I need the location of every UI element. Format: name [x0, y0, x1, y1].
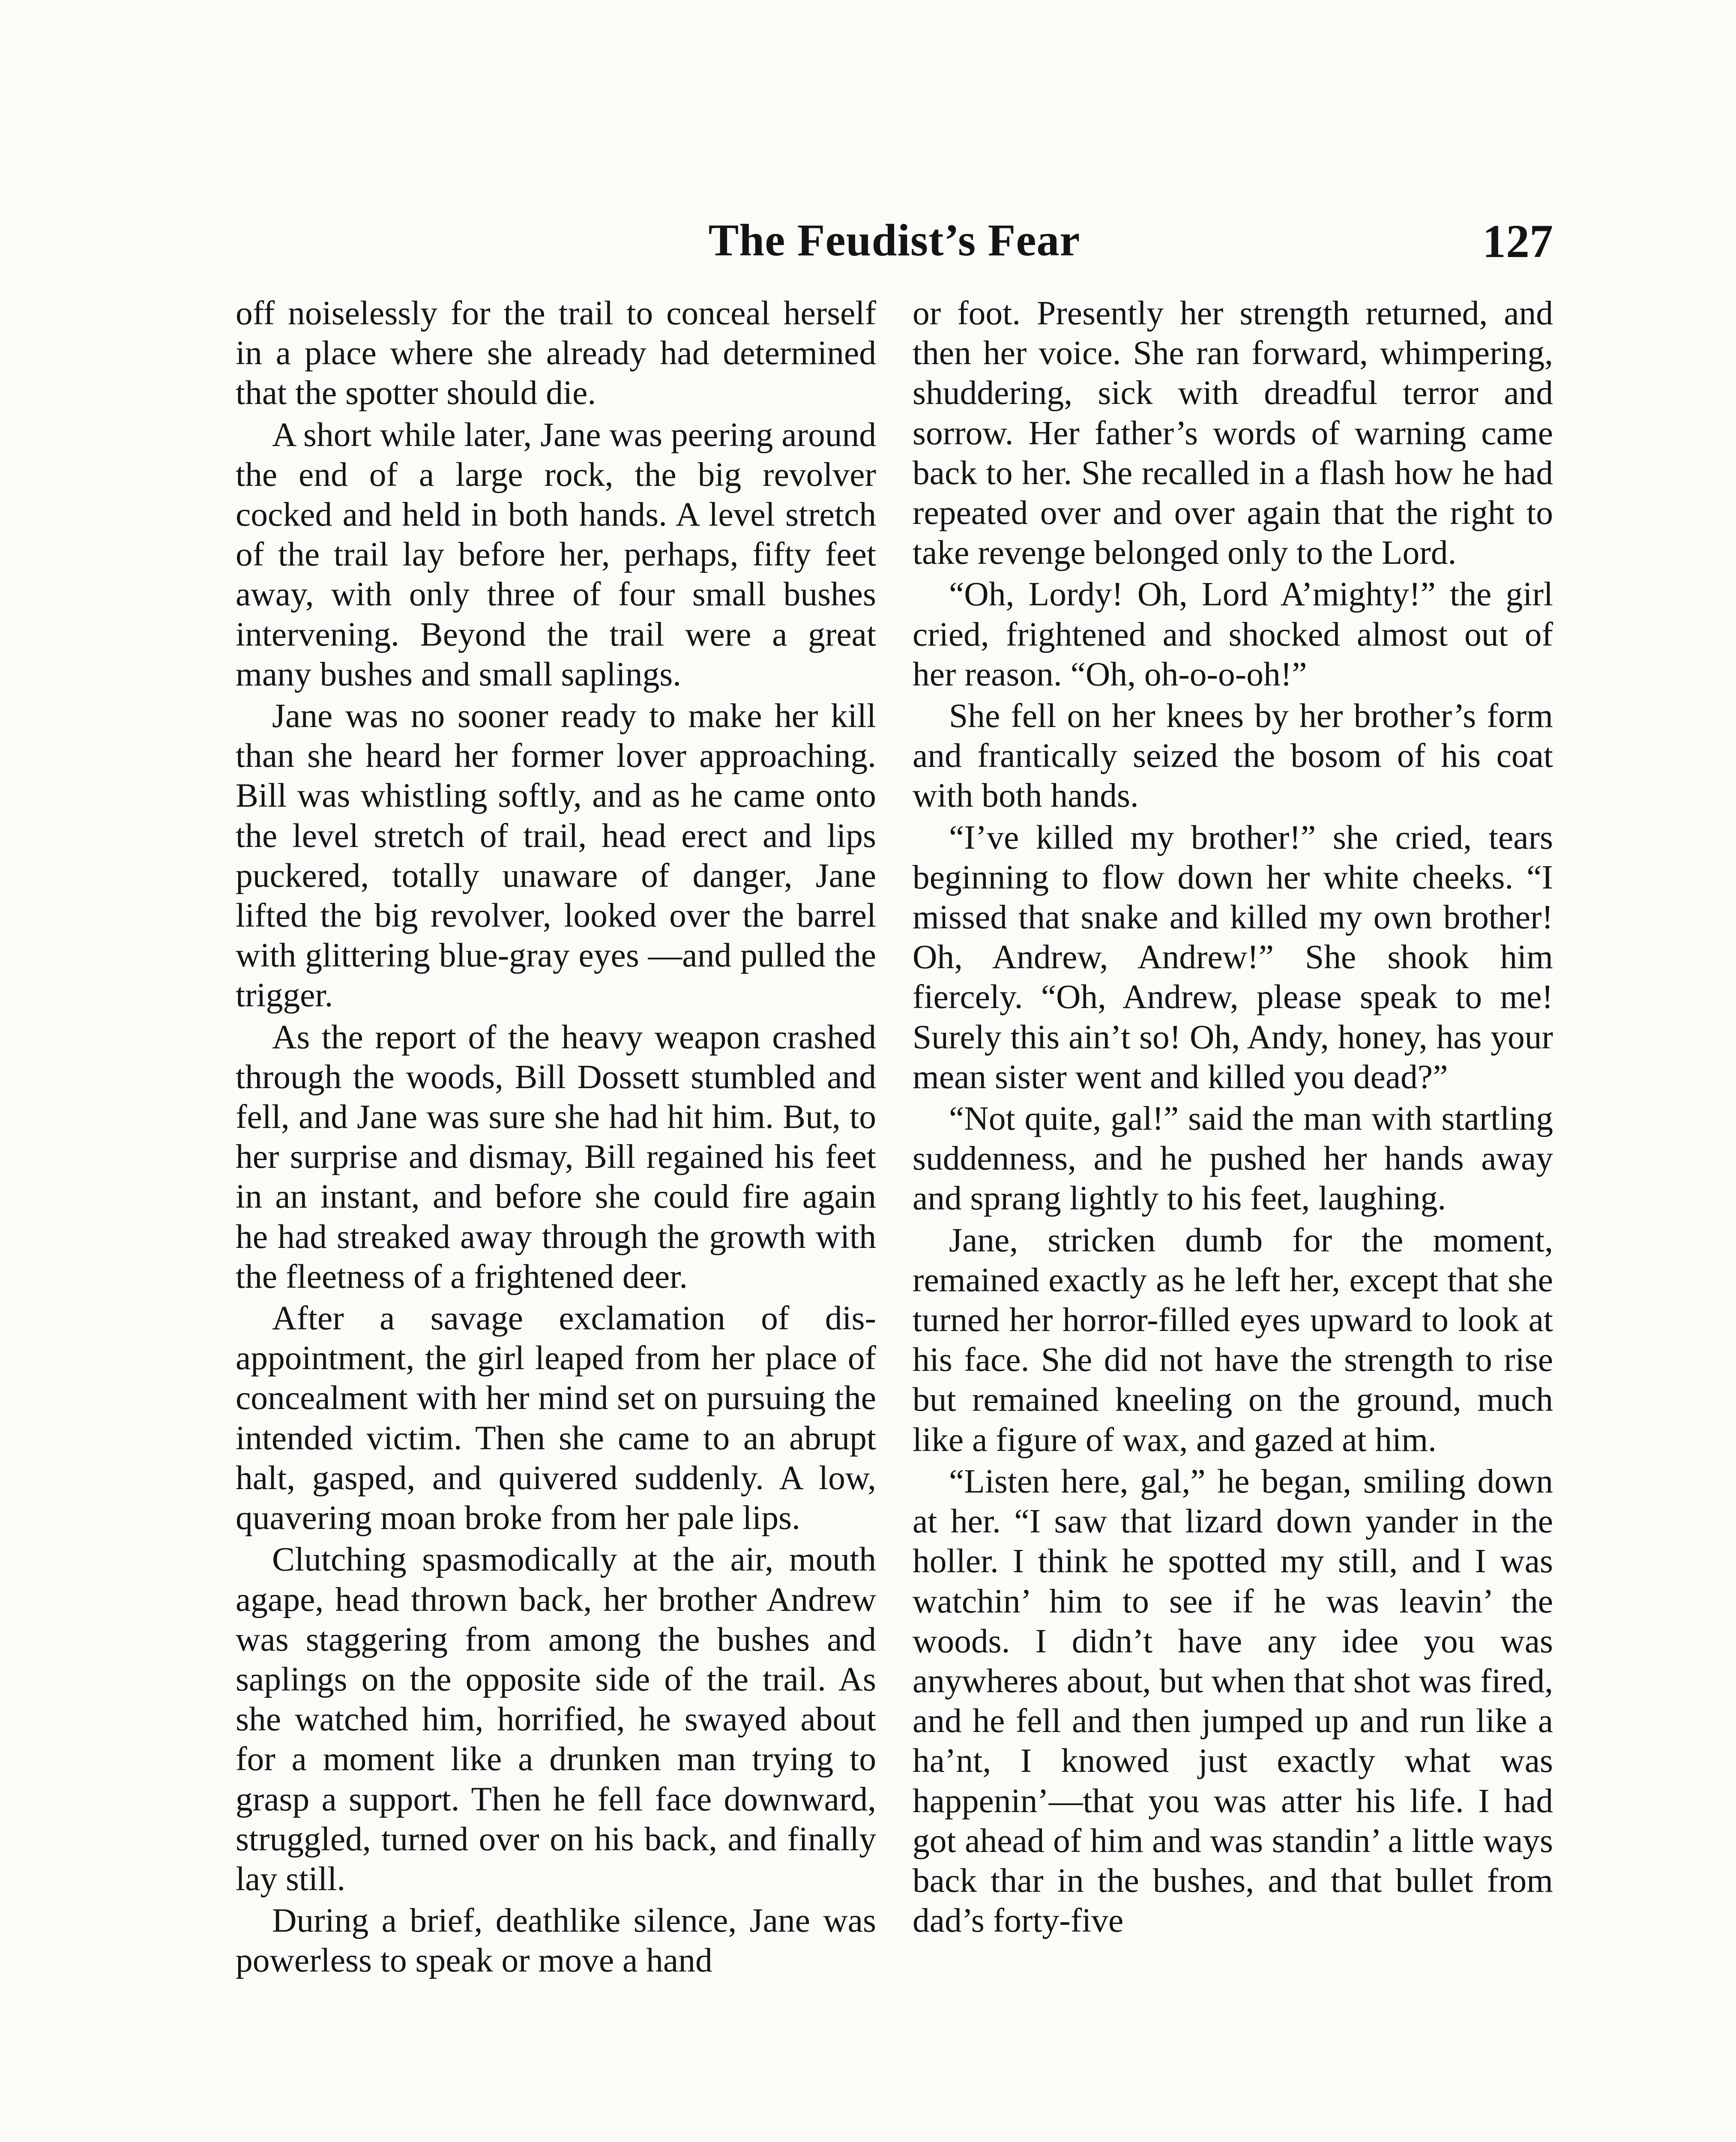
- paragraph: As the report of the heavy weapon crashed through the woods, Bill Dossett stumbled and fell, and Jane was sure she had hit him. But, to her surprise and dismay, Bill regained his feet in an instant, and before she could fire again he had streaked away through the growth with the fleetness of a frightened deer.: [236, 1018, 876, 1295]
- paragraph: Jane was no sooner ready to make her kill than she heard her former lover approaching. Bill was whistling softly, and as he came onto the level stretch of trail, head erect and lips puckered, totally unaware of danger, Jane lifted the big revolver, looked over the barrel with glittering blue-gray eyes —and pulled the trigger.: [236, 697, 876, 1014]
- paragraph: Clutching spasmodically at the air, mouth agape, head thrown back, her brother Andrew was staggering from among the bushes and saplings on the opposite side of the trail. As she watched him, horrified, he swayed about for a moment like a drunken man trying to grasp a support. Then he fell face downward, struggled, turned over on his back, and finally lay still.: [236, 1541, 876, 1898]
- paragraph: She fell on her knees by her brother’s form and frantically seized the bosom of his coat with both hands.: [913, 697, 1553, 815]
- paragraph: “Not quite, gal!” said the man with startling suddenness, and he pushed her hands away and sprang lightly to his feet, laughing.: [913, 1100, 1553, 1218]
- paragraph: “Listen here, gal,” he began, smiling down at her. “I saw that lizard down yander in the holler. I think he spotted my still, and I was watchin’ him to see if he was leavin’ the woods. I didn’t have any idee you was anywheres about, but when that shot was fired, and he fell and then jumped up and run like a ha’nt, I knowed just exactly what was happenin’—that you was atter his life. I had got ahead of him and was standin’ a little ways back thar in the bushes, and that bullet from dad’s forty-five: [913, 1462, 1553, 1940]
- paragraph: A short while later, Jane was peering around the end of a large rock, the big revolver cocked and held in both hands. A level stretch of the trail lay before her, perhaps, fifty feet away, with only three of four small bushes intervening. Beyond the trail were a great many bushes and small saplings.: [236, 416, 876, 693]
- running-head: [236, 214, 1553, 274]
- paragraph: After a savage exclamation of disappointment, the girl leaped from her place of concealment with her mind set on pursuing the intended victim. Then she came to an abrupt halt, gasped, and quivered suddenly. A low, quavering moan broke from her pale lips.: [236, 1299, 876, 1537]
- paragraph: During a brief, deathlike silence, Jane was powerless to speak or move a hand: [236, 1902, 876, 1980]
- page-number: 127: [1482, 215, 1553, 267]
- left-column: [236, 293, 876, 1981]
- paragraph: “I’ve killed my brother!” she cried, tears beginning to flow down her white cheeks. “I missed that snake and killed my own brother! Oh, Andrew, Andrew!” She shook him fiercely. “Oh, Andrew, please speak to me! Surely this ain’t so! Oh, Andy, honey, has your mean sister went and killed you dead?”: [913, 818, 1553, 1096]
- paragraph: or foot. Presently her strength returned, and then her voice. She ran forward, whimpering, shuddering, sick with dreadful terror and sorrow. Her father’s words of warning came back to her. She recalled in a flash how he had repeated over and over again that the right to take revenge belonged only to the Lord.: [913, 294, 1553, 572]
- page-title: The Feudist’s Fear: [708, 215, 1081, 265]
- right-column: [913, 293, 1553, 1941]
- paragraph: “Oh, Lordy! Oh, Lord A’mighty!” the girl cried, frightened and shocked almost out of her reason. “Oh, oh-o-o-oh!”: [913, 575, 1553, 693]
- paragraph: Jane, stricken dumb for the moment, remained exactly as he left her, except that she turned her horror-filled eyes upward to look at his face. She did not have the strength to rise but remained kneeling on the ground, much like a figure of wax, and gazed at him.: [913, 1221, 1553, 1459]
- paragraph: off noiselessly for the trail to conceal herself in a place where she already had determined that the spotter should die.: [236, 294, 876, 412]
